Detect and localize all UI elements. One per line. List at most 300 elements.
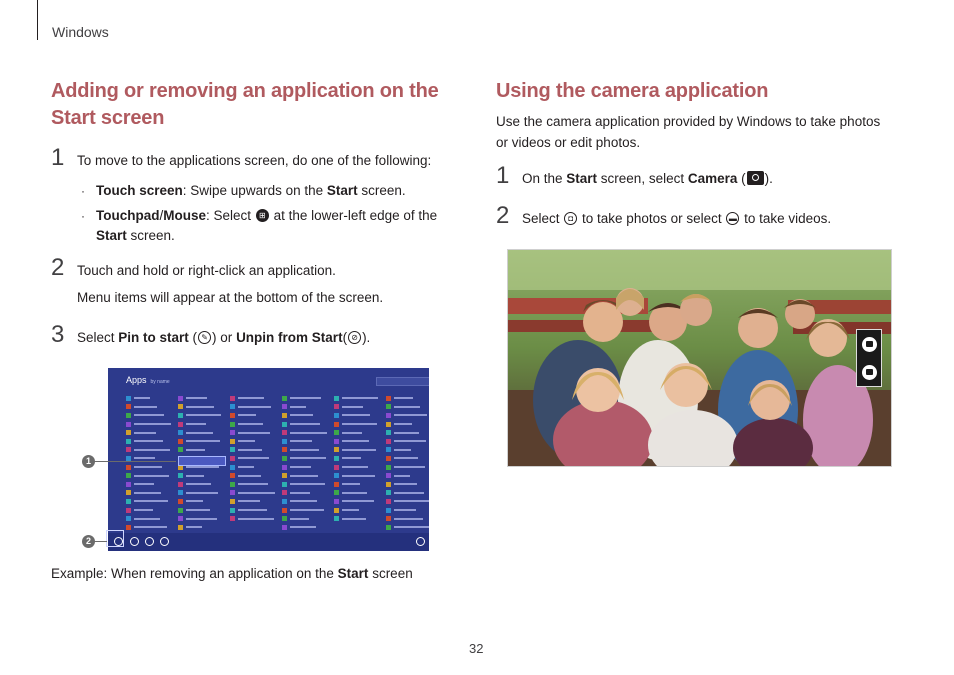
- app-tile-icon: [334, 473, 339, 478]
- app-tile-label: [186, 475, 204, 477]
- app-tile-icon: [178, 473, 183, 478]
- app-tile[interactable]: [178, 446, 226, 455]
- camera-step2-text: [522, 209, 831, 229]
- app-tile-label: [238, 423, 263, 425]
- app-tile[interactable]: [126, 471, 174, 480]
- app-tile[interactable]: [282, 463, 330, 472]
- apps-screen-figure: [108, 368, 429, 551]
- app-tile[interactable]: [126, 523, 174, 532]
- app-tile[interactable]: [386, 411, 429, 420]
- app-tile-label: [342, 509, 359, 511]
- app-tile-icon: [334, 422, 339, 427]
- app-tile-icon: [230, 490, 235, 495]
- app-tile[interactable]: [178, 420, 226, 429]
- unpin-icon: ⊘: [348, 331, 361, 344]
- app-tile-icon: [126, 516, 131, 521]
- app-tile[interactable]: [386, 428, 429, 437]
- app-tile[interactable]: [334, 514, 382, 523]
- app-tile-label: [134, 475, 169, 477]
- app-tile[interactable]: [282, 523, 330, 532]
- bullet-dot: ·: [81, 209, 85, 223]
- video-capture-button-icon[interactable]: [862, 337, 877, 352]
- app-tile-icon: [386, 447, 391, 452]
- app-tile[interactable]: [230, 471, 278, 480]
- app-tile-label: [238, 475, 261, 477]
- app-tile-label: [134, 518, 160, 520]
- app-tile-label: [394, 432, 419, 434]
- app-tile-label: [186, 500, 203, 502]
- app-tile-icon: [386, 525, 391, 530]
- app-tile-icon: [282, 482, 287, 487]
- bullet1-text1: : Swipe upwards on the: [182, 183, 327, 198]
- app-tile[interactable]: [230, 489, 278, 498]
- app-tile[interactable]: [386, 403, 429, 412]
- step-number-2: 2: [496, 202, 510, 229]
- step2-text: Touch and hold or right-click an application.: [77, 263, 336, 278]
- app-tile-label: [290, 492, 310, 494]
- app-tile[interactable]: [282, 454, 330, 463]
- app-tile[interactable]: [230, 411, 278, 420]
- app-tile-label: [238, 509, 267, 511]
- app-tile[interactable]: [386, 489, 429, 498]
- app-tile[interactable]: [126, 403, 174, 412]
- app-tile-label: [134, 432, 156, 434]
- app-tile[interactable]: [386, 506, 429, 515]
- app-tile-label: [342, 449, 376, 451]
- app-tile-label: [238, 449, 262, 451]
- app-tile-icon: [178, 447, 183, 452]
- app-tile-icon: [282, 430, 287, 435]
- bullet2-text3: screen.: [126, 228, 175, 243]
- app-tile[interactable]: [334, 463, 382, 472]
- app-tile-icon: [334, 465, 339, 470]
- app-tile[interactable]: [282, 506, 330, 515]
- app-tile[interactable]: [334, 437, 382, 446]
- app-tile-label: [342, 397, 378, 399]
- app-tile[interactable]: [386, 471, 429, 480]
- app-tile-icon: [126, 525, 131, 530]
- app-tile-icon: [230, 447, 235, 452]
- app-tile-label: [394, 492, 424, 494]
- app-tile-icon: [282, 508, 287, 513]
- app-tile[interactable]: [334, 506, 382, 515]
- apps-column: [230, 394, 278, 523]
- app-tile-icon: [386, 404, 391, 409]
- app-tile-label: [342, 406, 363, 408]
- app-tile-label: [290, 475, 318, 477]
- app-tile-label: [238, 457, 269, 459]
- app-tile-label: [186, 414, 221, 416]
- app-tile-icon: [334, 404, 339, 409]
- app-tile-icon: [230, 396, 235, 401]
- app-tile[interactable]: [178, 514, 226, 523]
- app-tile-label: [342, 500, 374, 502]
- intro-line2: or videos or edit photos.: [496, 135, 641, 150]
- section-header: Windows: [52, 24, 109, 40]
- app-tile[interactable]: [334, 446, 382, 455]
- app-tile-icon: [386, 456, 391, 461]
- step3-text3: ) or: [212, 330, 237, 345]
- app-tile-label: [290, 440, 312, 442]
- app-tile-icon: [334, 413, 339, 418]
- app-tile[interactable]: [386, 394, 429, 403]
- app-tile-icon: [386, 396, 391, 401]
- app-tile-label: [342, 483, 360, 485]
- app-tile-icon: [282, 456, 287, 461]
- callout-2: 2: [82, 535, 95, 548]
- app-tile[interactable]: [230, 506, 278, 515]
- app-tile[interactable]: [126, 497, 174, 506]
- page-number: 32: [469, 641, 484, 656]
- app-tile[interactable]: [334, 403, 382, 412]
- app-tile-icon: [178, 404, 183, 409]
- app-tile-label: [394, 440, 426, 442]
- bullet1-bold2: Start: [326, 183, 358, 198]
- app-tile-label: [186, 423, 206, 425]
- app-tile[interactable]: [282, 471, 330, 480]
- app-tile-label: [134, 526, 167, 528]
- left-heading-line1: Adding or removing an application on the: [51, 80, 439, 102]
- cam-step1-text3: (: [737, 171, 746, 186]
- bullet1-bold1: Touch screen: [96, 183, 183, 198]
- app-tile-icon: [334, 447, 339, 452]
- app-tile-label: [342, 440, 369, 442]
- app-tile[interactable]: [126, 411, 174, 420]
- app-tile[interactable]: [334, 489, 382, 498]
- app-tile[interactable]: [386, 437, 429, 446]
- app-tile-label: [186, 406, 214, 408]
- app-tile[interactable]: [126, 394, 174, 403]
- app-tile-label: [394, 423, 412, 425]
- app-tile[interactable]: [230, 403, 278, 412]
- photo-capture-button-icon[interactable]: [862, 365, 877, 380]
- app-tile[interactable]: [386, 480, 429, 489]
- windows-logo-icon: ⊞: [256, 209, 269, 222]
- step3-text4: (: [342, 330, 348, 345]
- header-rule: [37, 0, 38, 40]
- selected-app-tile: [178, 456, 226, 466]
- app-tile-icon: [126, 447, 131, 452]
- app-tile-icon: [386, 422, 391, 427]
- app-tile-label: [134, 423, 171, 425]
- app-tile-label: [186, 466, 219, 468]
- app-tile[interactable]: [178, 428, 226, 437]
- app-tile-icon: [126, 465, 131, 470]
- app-tile[interactable]: [334, 394, 382, 403]
- step3-text1: Select: [77, 330, 119, 345]
- app-tile-label: [394, 509, 416, 511]
- app-tile[interactable]: [230, 428, 278, 437]
- app-tile[interactable]: [386, 420, 429, 429]
- app-tile-label: [394, 466, 425, 468]
- app-tile-label: [134, 397, 150, 399]
- app-tile[interactable]: [386, 523, 429, 532]
- apps-column: [334, 394, 382, 523]
- app-tile-label: [134, 483, 154, 485]
- app-tile[interactable]: [334, 497, 382, 506]
- cam-step1-text1: On the: [522, 171, 567, 186]
- app-tile[interactable]: [230, 463, 278, 472]
- app-tile-label: [238, 440, 255, 442]
- app-tile-icon: [178, 516, 183, 521]
- app-tile[interactable]: [282, 514, 330, 523]
- app-tile[interactable]: [178, 523, 226, 532]
- app-tile-label: [290, 518, 309, 520]
- app-tile-icon: [282, 422, 287, 427]
- bullet2-sep: /: [159, 208, 164, 223]
- app-tile-icon: [230, 404, 235, 409]
- app-tile[interactable]: [334, 411, 382, 420]
- app-tile[interactable]: [282, 489, 330, 498]
- app-tile[interactable]: [282, 437, 330, 446]
- app-tile-label: [290, 406, 306, 408]
- app-tile-icon: [126, 404, 131, 409]
- app-tile-label: [394, 406, 420, 408]
- app-tile-label: [342, 432, 362, 434]
- app-tile[interactable]: [230, 454, 278, 463]
- app-tile-icon: [126, 490, 131, 495]
- app-tile[interactable]: [334, 454, 382, 463]
- app-tile-label: [290, 526, 316, 528]
- app-tile[interactable]: [282, 411, 330, 420]
- app-tile[interactable]: [230, 497, 278, 506]
- app-tile[interactable]: [282, 403, 330, 412]
- app-tile-label: [342, 414, 370, 416]
- app-tile-label: [394, 457, 418, 459]
- app-tile[interactable]: [126, 514, 174, 523]
- app-tile[interactable]: [126, 480, 174, 489]
- app-bar-button-icon: [130, 537, 139, 546]
- app-tile[interactable]: [230, 480, 278, 489]
- app-tile[interactable]: [178, 394, 226, 403]
- app-tile[interactable]: [126, 446, 174, 455]
- app-tile[interactable]: [178, 403, 226, 412]
- app-tile-label: [186, 483, 211, 485]
- app-tile[interactable]: [334, 480, 382, 489]
- video-capture-icon: ▬: [726, 212, 739, 225]
- apps-column: [282, 394, 330, 532]
- app-tile-label: [134, 440, 163, 442]
- app-tile-icon: [282, 439, 287, 444]
- app-tile[interactable]: [126, 420, 174, 429]
- app-tile-icon: [126, 413, 131, 418]
- bullet-touch-screen: [96, 181, 406, 201]
- app-tile-icon: [126, 439, 131, 444]
- app-tile-icon: [126, 499, 131, 504]
- app-tile[interactable]: [178, 480, 226, 489]
- app-tile[interactable]: [126, 428, 174, 437]
- app-tile-label: [290, 466, 311, 468]
- app-tile-label: [238, 397, 264, 399]
- app-tile-icon: [386, 508, 391, 513]
- app-tile-label: [290, 432, 327, 434]
- app-tile[interactable]: [386, 454, 429, 463]
- app-tile[interactable]: [230, 394, 278, 403]
- callout-line-1: [94, 461, 176, 462]
- unpin-from-start-label: Unpin from Start: [236, 330, 343, 345]
- app-tile-icon: [126, 508, 131, 513]
- app-tile-icon: [178, 525, 183, 530]
- figure-caption: [51, 566, 413, 581]
- bullet-touchpad-mouse: [96, 206, 456, 246]
- app-tile-label: [186, 526, 202, 528]
- app-tile-icon: [282, 465, 287, 470]
- app-tile[interactable]: [282, 497, 330, 506]
- app-tile-label: [134, 457, 155, 459]
- app-tile-icon: [334, 490, 339, 495]
- camera-controls-panel: [856, 329, 882, 387]
- callout-line-2: [94, 541, 107, 542]
- app-tile-label: [134, 500, 168, 502]
- app-tile-icon: [230, 499, 235, 504]
- app-tile[interactable]: [178, 506, 226, 515]
- app-tile-label: [290, 483, 325, 485]
- app-tile-icon: [230, 465, 235, 470]
- app-tile[interactable]: [126, 437, 174, 446]
- app-tile-icon: [230, 508, 235, 513]
- app-tile[interactable]: [386, 446, 429, 455]
- camera-label: Camera: [687, 171, 738, 186]
- app-tile[interactable]: [230, 437, 278, 446]
- app-tile-icon: [386, 482, 391, 487]
- app-tile[interactable]: [282, 446, 330, 455]
- cam-step1-text2: screen, select: [597, 171, 688, 186]
- app-tile-label: [186, 449, 205, 451]
- app-tile-icon: [334, 439, 339, 444]
- right-heading: Using the camera application: [496, 80, 769, 102]
- app-tile[interactable]: [282, 480, 330, 489]
- app-tile[interactable]: [178, 471, 226, 480]
- app-tile-label: [238, 483, 268, 485]
- photo-capture-icon: ◘: [564, 212, 577, 225]
- app-tile[interactable]: [126, 506, 174, 515]
- app-tile-icon: [126, 482, 131, 487]
- pin-icon: ✎: [198, 331, 211, 344]
- app-tile-label: [290, 509, 324, 511]
- app-tile-icon: [178, 422, 183, 427]
- app-tile-icon: [230, 473, 235, 478]
- app-tile-icon: [282, 404, 287, 409]
- app-tile-icon: [334, 499, 339, 504]
- app-tile[interactable]: [178, 489, 226, 498]
- app-tile-icon: [334, 430, 339, 435]
- app-tile-label: [186, 518, 217, 520]
- app-tile-icon: [230, 439, 235, 444]
- app-tile-icon: [230, 456, 235, 461]
- left-heading-line2: Start screen: [51, 107, 165, 129]
- app-tile-icon: [282, 396, 287, 401]
- app-tile[interactable]: [334, 471, 382, 480]
- apps-title-text: Apps: [126, 375, 147, 385]
- app-tile-label: [186, 432, 213, 434]
- app-tile-label: [394, 518, 423, 520]
- app-tile[interactable]: [386, 463, 429, 472]
- app-tile-icon: [386, 516, 391, 521]
- app-tile-icon: [178, 499, 183, 504]
- app-tile-icon: [178, 482, 183, 487]
- app-tile-icon: [386, 413, 391, 418]
- app-tile-label: [134, 509, 153, 511]
- step-number-2: 2: [51, 254, 65, 281]
- app-tile-label: [238, 414, 256, 416]
- app-tile-label: [238, 432, 270, 434]
- app-tile-icon: [178, 413, 183, 418]
- app-tile-icon: [178, 490, 183, 495]
- app-tile-label: [186, 509, 210, 511]
- app-tile-icon: [386, 499, 391, 504]
- app-tile[interactable]: [126, 463, 174, 472]
- app-tile-label: [134, 449, 170, 451]
- app-tile[interactable]: [126, 489, 174, 498]
- app-tile-label: [290, 423, 320, 425]
- app-tile[interactable]: [334, 428, 382, 437]
- app-tile-label: [186, 440, 220, 442]
- camera-preview-photo: [507, 249, 892, 467]
- app-tile[interactable]: [282, 394, 330, 403]
- app-tile-icon: [386, 465, 391, 470]
- app-tile[interactable]: [282, 420, 330, 429]
- cam-step1-text4: ).: [764, 171, 773, 186]
- app-tile[interactable]: [230, 514, 278, 523]
- bullet2-bold3: Start: [96, 228, 127, 243]
- app-tile-icon: [282, 490, 287, 495]
- step3-text2: (: [188, 330, 198, 345]
- app-tile-label: [186, 492, 218, 494]
- app-tile-label: [238, 500, 260, 502]
- app-tile-label: [342, 475, 375, 477]
- app-tile-icon: [334, 482, 339, 487]
- app-tile[interactable]: [386, 514, 429, 523]
- apps-title: [126, 375, 170, 385]
- app-tile[interactable]: [230, 446, 278, 455]
- app-tile[interactable]: [178, 437, 226, 446]
- app-tile-label: [134, 466, 162, 468]
- app-tile[interactable]: [282, 428, 330, 437]
- app-tile[interactable]: [178, 497, 226, 506]
- app-tile-icon: [126, 396, 131, 401]
- bullet2-bold2: Mouse: [163, 208, 207, 223]
- cam-step1-bold1: Start: [566, 171, 598, 186]
- apps-sort-label: by name: [150, 379, 170, 385]
- app-tile-label: [238, 466, 254, 468]
- app-tile-label: [394, 414, 427, 416]
- app-tile[interactable]: [386, 497, 429, 506]
- step-number-1: 1: [496, 162, 510, 189]
- bullet1-text2: screen.: [357, 183, 406, 198]
- app-bar-button-icon: [160, 537, 169, 546]
- app-tile-label: [394, 526, 429, 528]
- app-tile[interactable]: [334, 420, 382, 429]
- app-tile-icon: [126, 430, 131, 435]
- app-tile[interactable]: [178, 411, 226, 420]
- bullet2-bold1: Touchpad: [96, 208, 160, 223]
- app-tile-icon: [334, 456, 339, 461]
- app-tile-label: [238, 492, 275, 494]
- app-tile-label: [290, 397, 321, 399]
- bullet2-text2: at the lower-left edge of the: [269, 208, 438, 223]
- app-tile-icon: [386, 473, 391, 478]
- pin-to-start-label: Pin to start: [118, 330, 189, 345]
- app-tile-label: [342, 492, 367, 494]
- app-tile-label: [290, 414, 313, 416]
- caption-text: Example: When removing an application on the: [51, 566, 338, 581]
- step3-text5: ).: [362, 330, 371, 345]
- app-tile-icon: [282, 525, 287, 530]
- app-tile[interactable]: [230, 420, 278, 429]
- app-tile-icon: [386, 490, 391, 495]
- step1-text: To move to the applications screen, do one of the following:: [77, 153, 432, 168]
- camera-step1-text: [522, 169, 773, 189]
